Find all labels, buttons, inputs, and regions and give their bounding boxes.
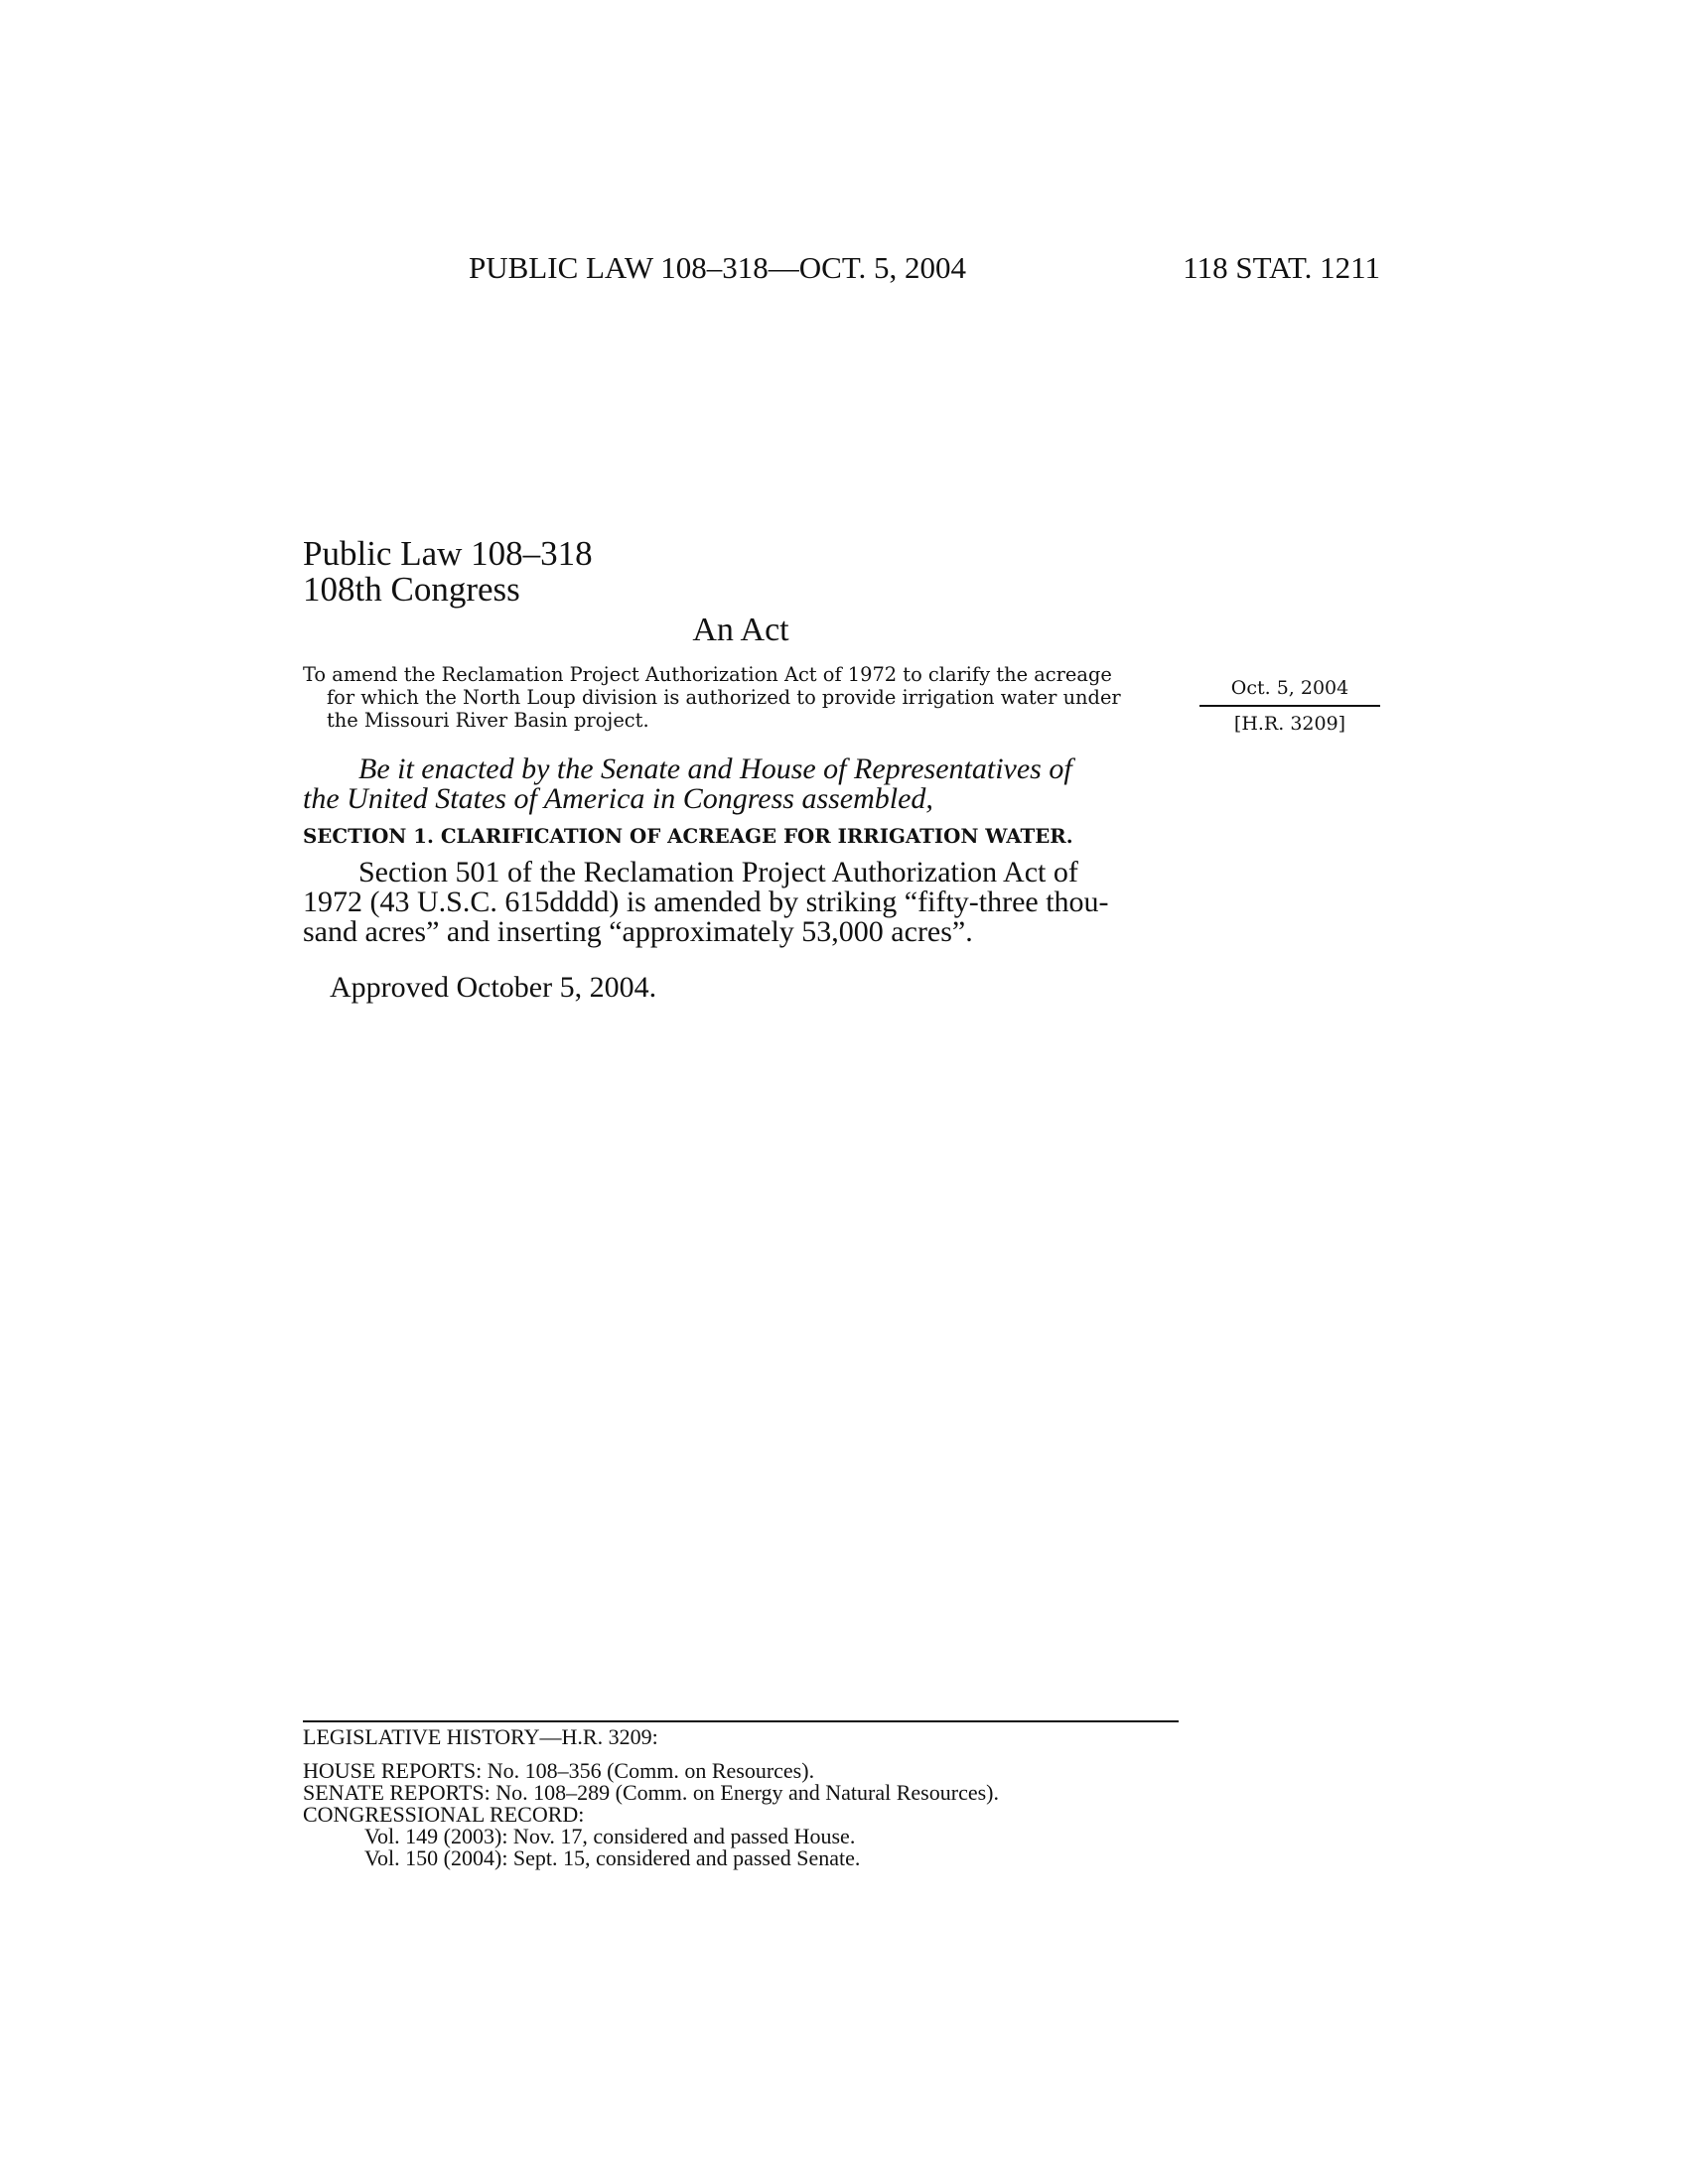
section-text-line: Section 501 of the Reclamation Project Authorization Act of	[358, 856, 1078, 888]
section-heading: SECTION 1. CLARIFICATION OF ACREAGE FOR IRRIGATION WATER.	[303, 824, 1073, 848]
statute-page-number: 118 STAT. 1211	[1183, 250, 1380, 285]
enacting-line: Be it enacted by the Senate and House of Representatives of	[358, 752, 1072, 785]
section-text-line: sand acres” and inserting “approximately 53,000 acres”.	[303, 915, 973, 948]
house-reports: HOUSE REPORTS: No. 108–356 (Comm. on Resources).	[303, 1758, 815, 1783]
enactment-date: Oct. 5, 2004	[1199, 675, 1380, 707]
margin-note	[1199, 675, 1380, 737]
act-heading: An Act	[692, 612, 789, 648]
legislative-history-title: LEGISLATIVE HISTORY—H.R. 3209:	[303, 1724, 658, 1749]
running-head-citation: PUBLIC LAW 108–318—OCT. 5, 2004	[469, 250, 966, 285]
record-volume: Vol. 149 (2003): Nov. 17, considered and passed House.	[364, 1824, 856, 1848]
senate-reports: SENATE REPORTS: No. 108–289 (Comm. on Energy and Natural Resources).	[303, 1780, 999, 1805]
running-head	[469, 248, 1380, 288]
enacting-clause	[303, 754, 1179, 814]
purpose-line: the Missouri River Basin project.	[327, 709, 649, 732]
enacting-line: the United States of America in Congress assembled,	[303, 782, 933, 815]
congress-number: 108th Congress	[303, 570, 520, 609]
purpose-statement	[303, 663, 1179, 732]
law-title	[303, 536, 593, 608]
section-text	[303, 858, 1179, 947]
public-law-number: Public Law 108–318	[303, 534, 593, 573]
section-text-line: 1972 (43 U.S.C. 615dddd) is amended by striking “fifty-three thou-	[303, 886, 1109, 918]
record-volume: Vol. 150 (2004): Sept. 15, considered and passed Senate.	[364, 1845, 861, 1870]
purpose-line: for which the North Loup division is authorized to provide irrigation water under	[327, 686, 1121, 709]
purpose-line: To amend the Reclamation Project Authorization Act of 1972 to clarify the acreage	[303, 663, 1112, 686]
approval-statement: Approved October 5, 2004.	[330, 971, 657, 1004]
congressional-record: CONGRESSIONAL RECORD:	[303, 1802, 585, 1827]
bill-number: [H.R. 3209]	[1233, 713, 1346, 735]
legislative-history	[303, 1720, 1179, 1869]
